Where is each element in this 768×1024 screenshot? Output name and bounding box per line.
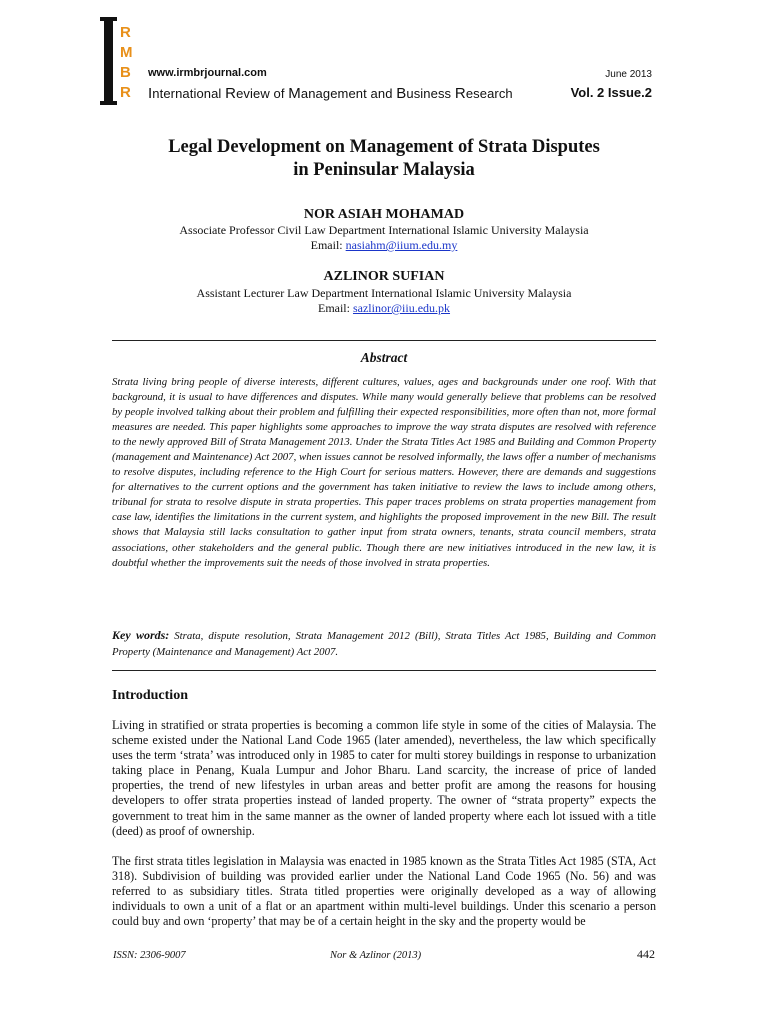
abstract-text: Strata living bring people of diverse interests, different cultures, values, ages and backgrounds under one roof. With that background, it is usual to have differences and disputes. While many would generally believe that problems can be resolved by people involved talking about their problem and fulfilling their expected responsibilities, more often than not, more formal measures are needed. This paper highlights some approaches to improve the way strata disputes are resolved with reference to the newly approved Bill of Strata Management 2013. Under the Strata Titles Act 1985 and Building and Common Property (management and Maintenance) Act 2007, when issues cannot be resolved informally, the laws offer a number of mechanisms to resolve disputes, including reference to the High Court for serious matters. However, there are demands and suggestions for alternatives to the current options and the government has taken initiative to review the laws to include among others, tribunal for strata to resolve dispute in strata properties. This paper traces problems on strata properties management from case law, identifies the limitations in the current system, and highlights the proposed improvement in the new Bill. The result shows that Malaysia still lacks consultation to gather input from strata owners, tenants, strata council members, strata associations, other stakeholders and the general public. Though there are new initiatives introduced in the new law, it is doubtful whether the improvements suit the needs of those involved in strata properties. [112,376,656,569]
body-paragraph-1: Living in stratified or strata properties is becoming a common life style in some of the cities of Malaysia. The scheme existed under the National Land Code 1965 (later amended), nevertheless, the law which specifically uses the term ‘strata’ was introduced only in 1985 to cater for multi storey buildings in response to urbanization taking place in Penang, Kuala Lumpur and Johor Bharu. Land scarcity, the increase of price of landed properties, the trend of new lifestyles in urban areas and better profit are among the reasons for housing developers to offer strata properties instead of landed property. The owner of “strata property” expects the government to treat him in the same manner as the owner of landed property where each lot issued with a title (deed) as proof of ownership. [112,718,656,838]
introduction-heading: Introduction [112,688,188,703]
abstract-heading: Abstract [360,350,408,365]
journal-name-word: esearch [465,86,513,101]
footer-issn: ISSN: 2306-9007 [113,950,186,961]
journal-name-cap: B [396,85,407,102]
logo-bar-bottom [100,101,117,105]
footer-page-number: 442 [637,947,655,961]
divider-top [112,340,656,341]
logo-letter-m: M [120,44,133,61]
article-title-line-2: in Peninsular Malaysia [293,160,475,180]
journal-name-cap: I [148,85,153,102]
author-name-1: NOR ASIAH MOHAMAD [303,207,465,222]
journal-name-cap: R [454,85,466,102]
author-email-row-1 [0,238,768,253]
logo-letter-b: B [120,64,131,81]
logo-letter-r2: R [120,84,131,101]
article-title [0,136,768,182]
author-affiliation-2: Assistant Lecturer Law Department International Islamic University Malaysia [196,286,572,300]
journal-url-link[interactable]: www.irmbrjournal.com [148,67,267,79]
journal-name [148,85,513,102]
author-affiliation-1: Associate Professor Civil Law Department International Islamic University Malaysia [179,223,589,237]
journal-name-word: eview of [236,86,289,101]
author-email-row-2 [0,301,768,316]
journal-logo [100,17,146,105]
keywords-text: Strata, dispute resolution, Strata Management 2012 (Bill), Strata Titles Act 1985, Building and Common Property (Maintenance and Management) Act 2007. [112,630,656,658]
email-label: Email: [317,301,353,315]
body-paragraph-2: The first strata titles legislation in Malaysia was enacted in 1985 known as the Strata Titles Act 1985 (STA, Act 318). Subdivision of building was provided earlier under the National Land Code 1965 (No. 56) and was referred to as subsidiary titles. Strata titled properties were originally developed as a way of allowing individuals to own a unit of a flat or an apartment within multi-level buildings. Under this scenario a person could buy and own ‘property’ that may be of a certain height in the sky and the property would be [112,854,656,929]
divider-bottom [112,670,656,671]
email-label: Email: [310,238,346,252]
author-name-2: AZLINOR SUFIAN [323,269,445,284]
keywords [112,628,656,660]
article-title-line-1: Legal Development on Management of Strata Disputes [168,137,600,157]
keywords-label: Key words: [112,628,170,642]
footer-citation: Nor & Azlinor (2013) [330,950,422,961]
logo-bar [104,17,113,105]
author-email-link-1[interactable]: nasiahm@iium.edu.my [345,238,458,252]
publication-date: June 2013 [605,69,652,80]
author-email-link-2[interactable]: sazlinor@iiu.edu.pk [352,301,451,315]
publication-volume: Vol. 2 Issue.2 [570,85,652,100]
logo-letter-r: R [120,24,131,41]
journal-name-word: anagement and [300,86,397,101]
journal-name-word: usiness [406,86,455,101]
journal-name-word: nternational [152,86,226,101]
journal-name-cap: R [225,85,237,102]
journal-name-cap: M [288,85,301,102]
